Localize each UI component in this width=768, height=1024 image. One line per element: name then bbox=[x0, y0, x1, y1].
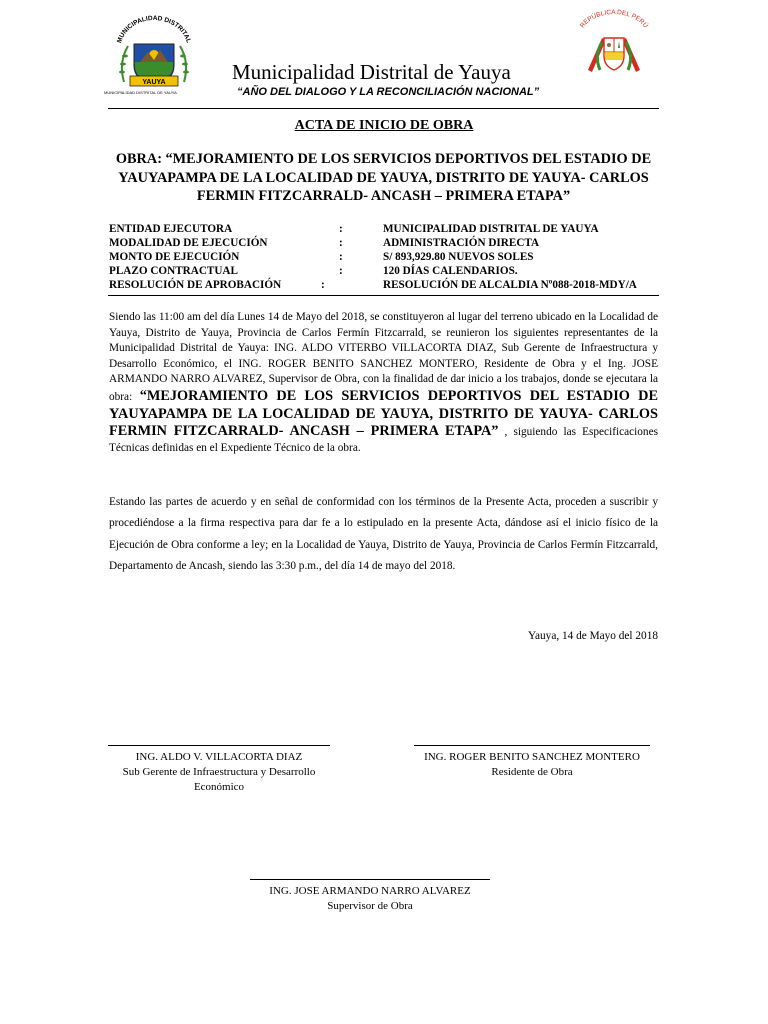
paragraph-text: , siguiendo las Especificaciones Técnicas definidas en el Expediente Técnico de la obra. bbox=[109, 426, 658, 454]
paragraph-text: Siendo las 11:00 am del día Lunes 14 de Mayo del 2018, se constituyeron al lugar del terreno ubicado en la Localidad de Yauya, Distrito de Yauya, Provincia de Carlos Fermín Fitzcarrald, se reunieron los siguientes representantes de la Municipalidad Distrital de Yauya: ING. ALDO VITERBO VILLACORTA DIAZ, Sub Gerente de Infraestructura y Desarrollo Económico, el ING. ROGER BENITO SANCHEZ MONTERO, Residente de Obra y el Ing. JOSE ARMANDO NARRO ALVAREZ, Supervisor de Obra, con la finalidad de dar inicio a los trabajos, donde se ejecutara la obra: bbox=[109, 311, 658, 403]
obra-heading: OBRA: “MEJORAMIENTO DE LOS SERVICIOS DEPORTIVOS DEL ESTADIO DE YAUYAPAMPA DE LA LOCALIDAD DE YAUYA, DISTRITO DE YAUYA- CARLOS FERMIN FITZCARRALD- ANCASH – PRIMERA ETAPA” bbox=[115, 151, 652, 204]
document-date: Yauya, 14 de Mayo del 2018 bbox=[527, 630, 658, 642]
signatory-role: Supervisor de Obra bbox=[327, 900, 413, 912]
signatory-role: Residente de Obra bbox=[491, 766, 573, 778]
signature-block-sanchez bbox=[412, 745, 652, 780]
peru-coat-of-arms-icon bbox=[574, 8, 654, 78]
info-label: ENTIDAD EJECUTORA bbox=[109, 223, 233, 235]
municipal-emblem bbox=[104, 10, 204, 100]
document-title: ACTA DE INICIO DE OBRA bbox=[294, 118, 474, 133]
info-value: RESOLUCIÓN DE ALCALDIA Nº088-2018-MDY/A bbox=[383, 279, 637, 291]
signature-line bbox=[414, 745, 650, 746]
svg-text:REPÚBLICA DEL PERÚ: REPÚBLICA DEL PERÚ bbox=[578, 8, 650, 30]
info-value: ADMINISTRACIÓN DIRECTA bbox=[383, 237, 540, 249]
info-divider bbox=[108, 295, 659, 296]
info-value: 120 DÍAS CALENDARIOS. bbox=[383, 265, 518, 277]
info-label: PLAZO CONTRACTUAL bbox=[109, 265, 238, 277]
info-separator: : bbox=[339, 265, 343, 277]
body-paragraph-1 bbox=[109, 310, 658, 456]
info-row-modalidad bbox=[109, 236, 669, 250]
emblem-caption: MUNICIPALIDAD DISTRITAL DE YAUYA bbox=[104, 90, 177, 95]
info-row-resolucion bbox=[109, 278, 669, 292]
info-label: RESOLUCIÓN DE APROBACIÓN bbox=[109, 279, 282, 291]
signatory-name: ING. ROGER BENITO SANCHEZ MONTERO bbox=[424, 751, 640, 763]
header-divider bbox=[108, 108, 659, 109]
municipality-title: Municipalidad Distrital de Yauya bbox=[232, 60, 511, 84]
info-label: MODALIDAD DE EJECUCIÓN bbox=[109, 237, 268, 249]
signature-block-narro bbox=[240, 879, 500, 914]
info-value: MUNICIPALIDAD DISTRITAL DE YAUYA bbox=[383, 223, 599, 235]
info-value: S/ 893,929.80 NUEVOS SOLES bbox=[383, 251, 534, 263]
info-separator: : bbox=[339, 251, 343, 263]
signatory-role: Sub Gerente de Infraestructura y Desarrollo Económico bbox=[122, 766, 316, 793]
signature-line bbox=[250, 879, 490, 880]
signatory-name: ING. ALDO V. VILLACORTA DIAZ bbox=[135, 751, 303, 763]
info-row-entidad bbox=[109, 222, 669, 236]
info-separator: : bbox=[339, 223, 343, 235]
obra-name-emphasis: “MEJORAMIENTO DE LOS SERVICIOS DEPORTIVOS DEL ESTADIO DE YAUYAPAMPA DE LA LOCALIDAD DE YAUYA, DISTRITO DE YAUYA- CARLOS FERMIN FITZCARRALD- ANCASH – PRIMERA ETAPA” bbox=[109, 387, 658, 440]
info-separator: : bbox=[321, 279, 325, 291]
info-label: MONTO DE EJECUCIÓN bbox=[109, 251, 240, 263]
body-paragraph-2: Estando las partes de acuerdo y en señal de conformidad con los términos de la Presente Acta, proceden a suscribir y procediéndose a la firma respectiva para dar fe a lo estipulado en la presente Acta, dándose así el inicio físico de la Ejecución de Obra conforme a ley; en la Localidad de Yauya, Distrito de Yauya, Provincia de Carlos Fermín Fitzcarrald, Departamento de Ancash, siendo las 3:30 p.m., del día 14 de mayo del 2018. bbox=[109, 496, 658, 573]
info-row-monto bbox=[109, 250, 669, 264]
peru-emblem bbox=[574, 8, 654, 78]
signature-line bbox=[108, 745, 330, 746]
year-motto: “AÑO DEL DIALOGO Y LA RECONCILIACIÓN NACIONAL” bbox=[237, 86, 540, 98]
info-separator: : bbox=[339, 237, 343, 249]
signatory-name: ING. JOSE ARMANDO NARRO ALVAREZ bbox=[269, 885, 471, 897]
signature-block-villacorta bbox=[104, 745, 334, 795]
yauya-shield-icon bbox=[104, 10, 204, 100]
info-row-plazo bbox=[109, 264, 669, 278]
svg-text:YAUYA: YAUYA bbox=[142, 79, 166, 86]
project-info-table bbox=[109, 222, 669, 292]
svg-text:MUNICIPALIDAD DISTRITAL: MUNICIPALIDAD DISTRITAL bbox=[116, 14, 192, 45]
